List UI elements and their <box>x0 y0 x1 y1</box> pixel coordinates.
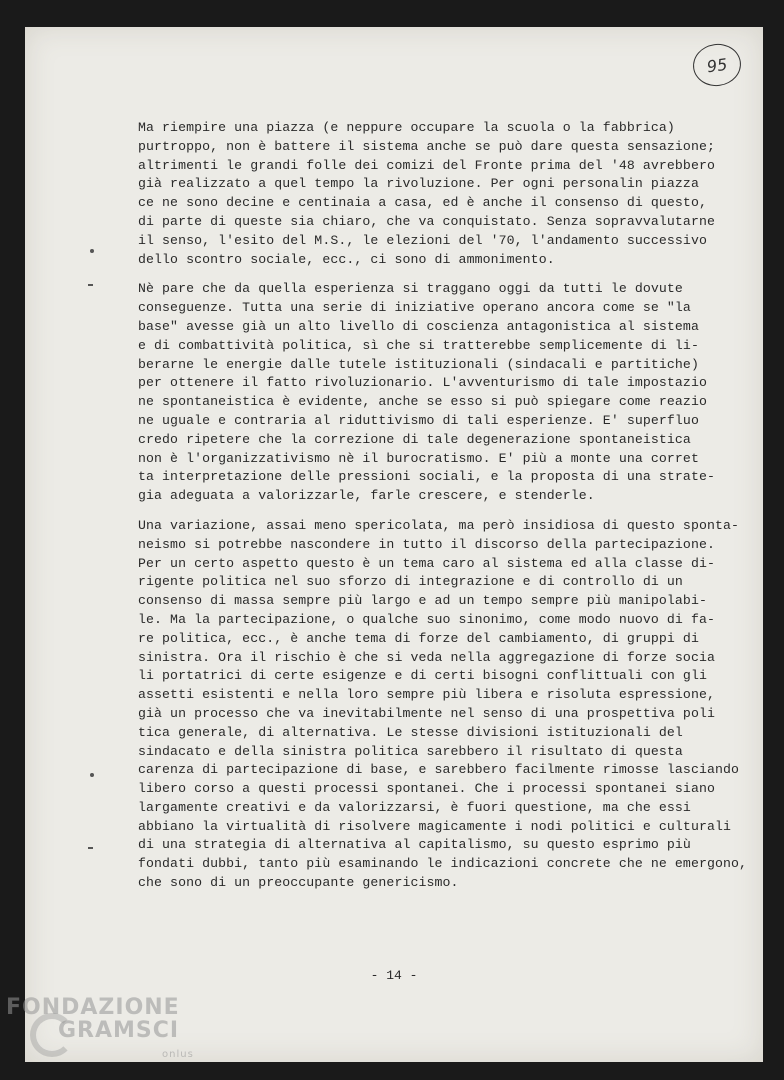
watermark-line-2: GRAMSCI <box>58 1018 180 1043</box>
text-line: e di combattività politica, sì che si tratterebbe semplicemente di li- <box>138 337 699 353</box>
margin-dot <box>90 249 94 253</box>
text-line: le. Ma la partecipazione, o qualche suo sinonimo, come modo nuovo di fa- <box>138 611 715 627</box>
text-line: base" avesse già un alto livello di coscienza antagonistica al sistema <box>138 318 699 334</box>
text-line: assetti esistenti e nella loro sempre più libera e risoluta espressione, <box>138 687 715 703</box>
document-page <box>25 27 763 1062</box>
margin-dot <box>90 773 94 777</box>
typewritten-body <box>138 119 748 904</box>
text-line: per ottenere il fatto rivoluzionario. L'avventurismo di tale impostazio <box>138 375 707 391</box>
text-line: Per un certo aspetto questo è un tema caro al sistema ed alla classe di- <box>138 555 715 571</box>
text-line: gia adeguata a valorizzarle, farle crescere, e stenderle. <box>138 488 595 504</box>
text-line: ce ne sono decine e centinaia a casa, ed è anche il consenso di questo, <box>138 195 707 211</box>
text-line: tica generale, di alternativa. Le stesse divisioni istituzionali del <box>138 724 683 740</box>
text-line: credo ripetere che la correzione di tale degenerazione spontaneistica <box>138 431 691 447</box>
text-line: il senso, l'esito del M.S., le elezioni del '70, l'andamento successivo <box>138 232 707 248</box>
text-line: libero corso a questi processi spontanei. Che i processi spontanei siano <box>138 781 715 797</box>
text-line: consenso di massa sempre più largo e ad un tempo sempre più manipolabi- <box>138 593 707 609</box>
watermark-line-1: FONDAZIONE <box>6 995 180 1020</box>
text-line: abbiano la virtualità di risolvere magicamente i nodi politici e culturali <box>138 818 732 834</box>
text-line: ne uguale e contraria al riduttivismo di tali esperienze. E' superfluo <box>138 412 699 428</box>
text-line: Nè pare che da quella esperienza si traggano oggi da tutti le dovute <box>138 281 683 297</box>
text-line: di parte di queste sia chiaro, che va conquistato. Senza sopravvalutarne <box>138 213 715 229</box>
text-line: li portatrici di certe esigenze e di certi bisogni conflittuali con gli <box>138 668 707 684</box>
text-line: ne spontaneistica è evidente, anche se esso si può spiegare come reazio <box>138 394 707 410</box>
paragraph <box>138 119 715 269</box>
text-line: non è l'organizzativismo nè il burocratismo. E' più a monte una corret <box>138 450 699 466</box>
archive-number-text: 95 <box>705 54 729 76</box>
text-line: Ma riempire una piazza (e neppure occupare la scuola o la fabbrica) <box>138 120 675 135</box>
margin-dash <box>88 847 93 849</box>
paragraph <box>138 517 748 893</box>
text-line: altrimenti le grandi folle dei comizi del Fronte prima del '48 avrebbero <box>138 157 715 173</box>
text-line: di una strategia di alternativa al capitalismo, su questo esprimo più <box>138 837 691 853</box>
text-line: purtroppo, non è battere il sistema anche se può dare questa sensazione; <box>138 138 715 154</box>
g-logo-icon <box>30 1013 74 1057</box>
text-line: berarne le energie dalle tutele istituzionali (sindacali e partitiche) <box>138 356 699 372</box>
text-line: sinistra. Ora il rischio è che si veda nella aggregazione di forze socia <box>138 649 715 665</box>
text-line: Una variazione, assai meno spericolata, ma però insidiosa di questo sponta- <box>138 517 740 533</box>
text-line: già un processo che va inevitabilmente nel senso di una prospettiva poli <box>138 705 715 721</box>
watermark-line-3: onlus <box>162 1049 194 1060</box>
text-line: dello scontro sociale, ecc., ci sono di ammonimento. <box>138 251 555 267</box>
fondazione-gramsci-watermark <box>6 995 194 1060</box>
paragraph <box>138 280 715 506</box>
text-line: carenza di partecipazione di base, e sarebbero facilmente rimosse lasciando <box>138 762 740 778</box>
archive-page-number <box>690 41 743 89</box>
text-line: ta interpretazione delle pressioni sociali, e la proposta di una strate- <box>138 469 715 485</box>
text-line: conseguenze. Tutta una serie di iniziative operano ancora come se "la <box>138 300 691 316</box>
text-line: neismo si potrebbe nascondere in tutto il discorso della partecipazione. <box>138 536 715 552</box>
text-line: che sono di un preoccupante genericismo. <box>138 875 459 891</box>
text-line: già realizzato a quel tempo la rivoluzione. Per ogni personalin piazza <box>138 176 699 192</box>
text-line: fondati dubbi, tanto più esaminando le indicazioni concrete che ne emergono, <box>138 856 748 872</box>
margin-dash <box>88 284 93 286</box>
text-line: re politica, ecc., è anche tema di forze del cambiamento, di gruppi di <box>138 630 699 646</box>
page-footer-number: - 14 - <box>370 968 418 983</box>
text-line: sindacato e della sinistra politica sarebbero il risultato di questa <box>138 743 683 759</box>
text-line: rigente politica nel suo sforzo di integrazione e di controllo di un <box>138 574 683 590</box>
text-line: largamente creativi e da valorizzarsi, è fuori questione, ma che essi <box>138 799 691 815</box>
